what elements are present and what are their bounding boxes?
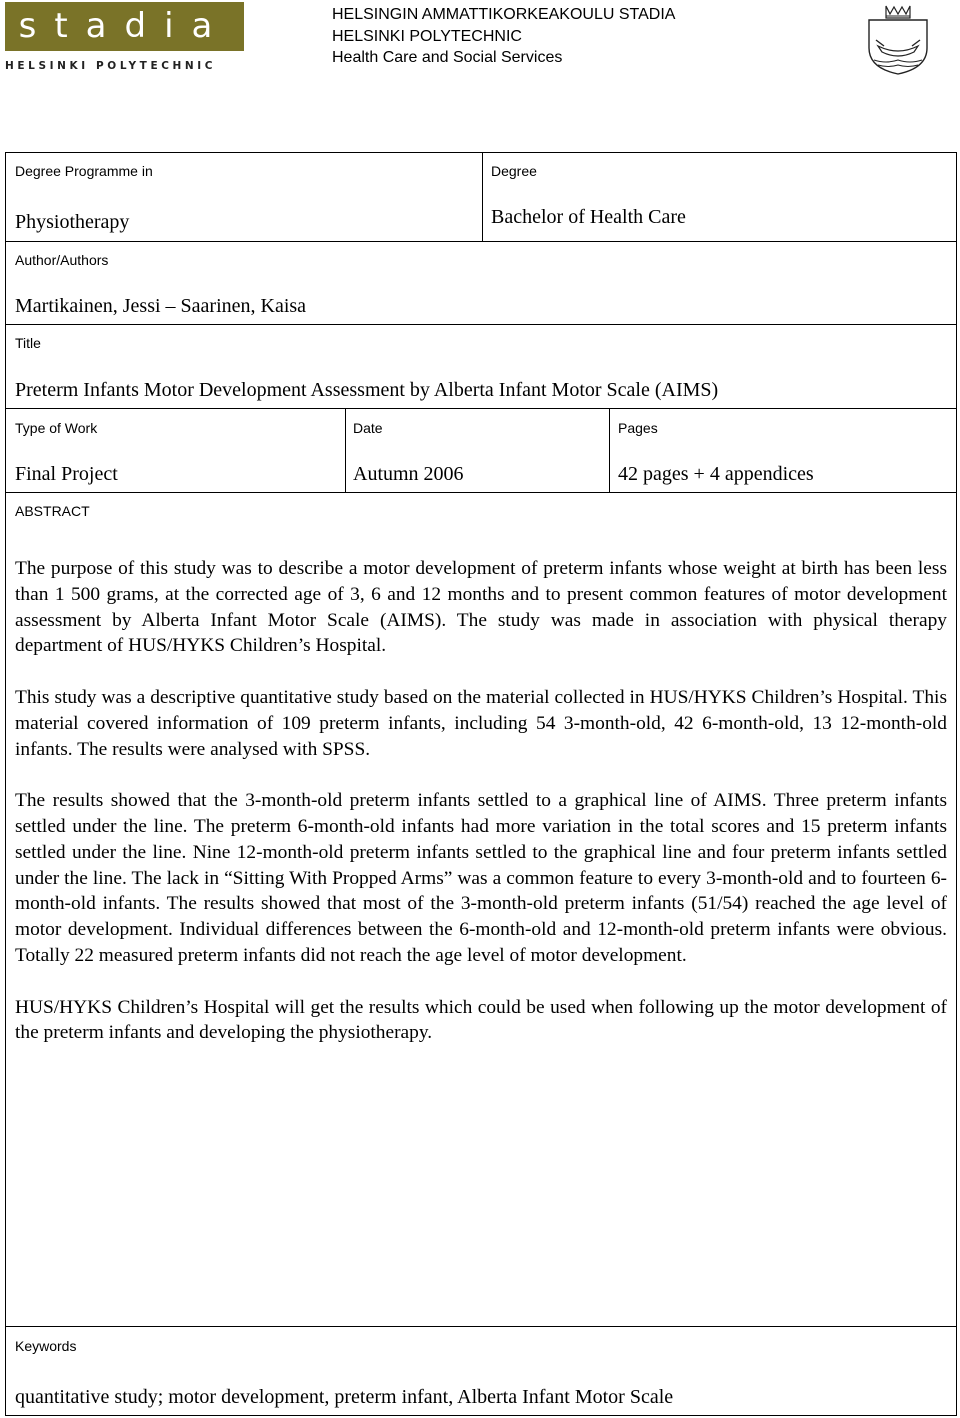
logo-subtitle: HELSINKI POLYTECHNIC — [5, 60, 217, 72]
abstract-body — [15, 556, 947, 1072]
column-divider — [482, 152, 483, 241]
logo-wordmark: stadia — [5, 2, 244, 51]
type-value: Final Project — [15, 463, 118, 485]
degree-value: Bachelor of Health Care — [491, 206, 686, 228]
row-divider — [5, 408, 957, 409]
date-label: Date — [353, 420, 383, 436]
row-divider — [5, 324, 957, 325]
column-divider — [609, 408, 610, 492]
header-line-1: HELSINGIN AMMATTIKORKEAKOULU STADIA — [332, 6, 676, 23]
row-divider — [5, 1326, 957, 1327]
header-line-3: Health Care and Social Services — [332, 49, 563, 66]
keywords-label: Keywords — [15, 1338, 77, 1354]
date-value: Autumn 2006 — [353, 463, 464, 485]
column-divider — [345, 408, 346, 492]
title-value: Preterm Infants Motor Development Assessment by Alberta Infant Motor Scale (AIMS) — [15, 379, 719, 401]
abstract-paragraph: HUS/HYKS Children’s Hospital will get the results which could be used when following up the motor development of the preterm infants and developing the physiotherapy. — [15, 996, 947, 1044]
programme-label: Degree Programme in — [15, 163, 153, 179]
pages-label: Pages — [618, 420, 658, 436]
keywords-value: quantitative study; motor development, preterm infant, Alberta Infant Motor Scale — [15, 1386, 674, 1408]
programme-value: Physiotherapy — [15, 211, 130, 233]
abstract-paragraph: The purpose of this study was to describe a motor development of preterm infants whose weight at birth has been less than 1 500 grams, at the corrected age of 3, 6 and 12 months and to present common features of motor development assessment by Alberta Infant Motor Scale (AIMS). The study was made in association with physical therapy department of HUS/HYKS Children’s Hospital. — [15, 558, 947, 657]
helsinki-crest-icon — [866, 2, 930, 76]
institution-header — [332, 4, 675, 69]
author-value: Martikainen, Jessi – Saarinen, Kaisa — [15, 295, 307, 317]
abstract-paragraph: The results showed that the 3-month-old preterm infants settled to a graphical line of AIMS. Three preterm infants settled under the line. The preterm 6-month-old infants had more variation in the total scores and 15 preterm infants settled under the line. Nine 12-month-old preterm infants settled to the graphical line and four preterm infants settled under the line. The lack in “Sitting With Propped Arms” was a common feature to every 3-month-old and to fourteen 6-month-old infants. The results showed that most of the 3-month-old preterm infants (51/54) reached the age level of motor development. Individual differences between the 6-month-old and 12-month-old preterm infants were obvious. Totally 22 measured preterm infants did not reach the age level of motor development. — [15, 790, 947, 966]
row-divider — [5, 241, 957, 242]
abstract-paragraph: This study was a descriptive quantitative study based on the material collected in HUS/HYKS Children’s Hospital. This material covered information of 109 preterm infants, including 54 3-month-old, 42 6-month-old, 13 12-month-old infants. The results were analysed with SPSS. — [15, 686, 947, 760]
row-divider — [5, 492, 957, 493]
abstract-label: ABSTRACT — [15, 503, 90, 519]
stadia-logo — [5, 2, 244, 79]
degree-label: Degree — [491, 163, 537, 179]
title-label: Title — [15, 335, 41, 351]
header-line-2: HELSINKI POLYTECHNIC — [332, 27, 522, 45]
author-label: Author/Authors — [15, 252, 109, 268]
type-label: Type of Work — [15, 420, 98, 436]
pages-value: 42 pages + 4 appendices — [618, 463, 814, 485]
